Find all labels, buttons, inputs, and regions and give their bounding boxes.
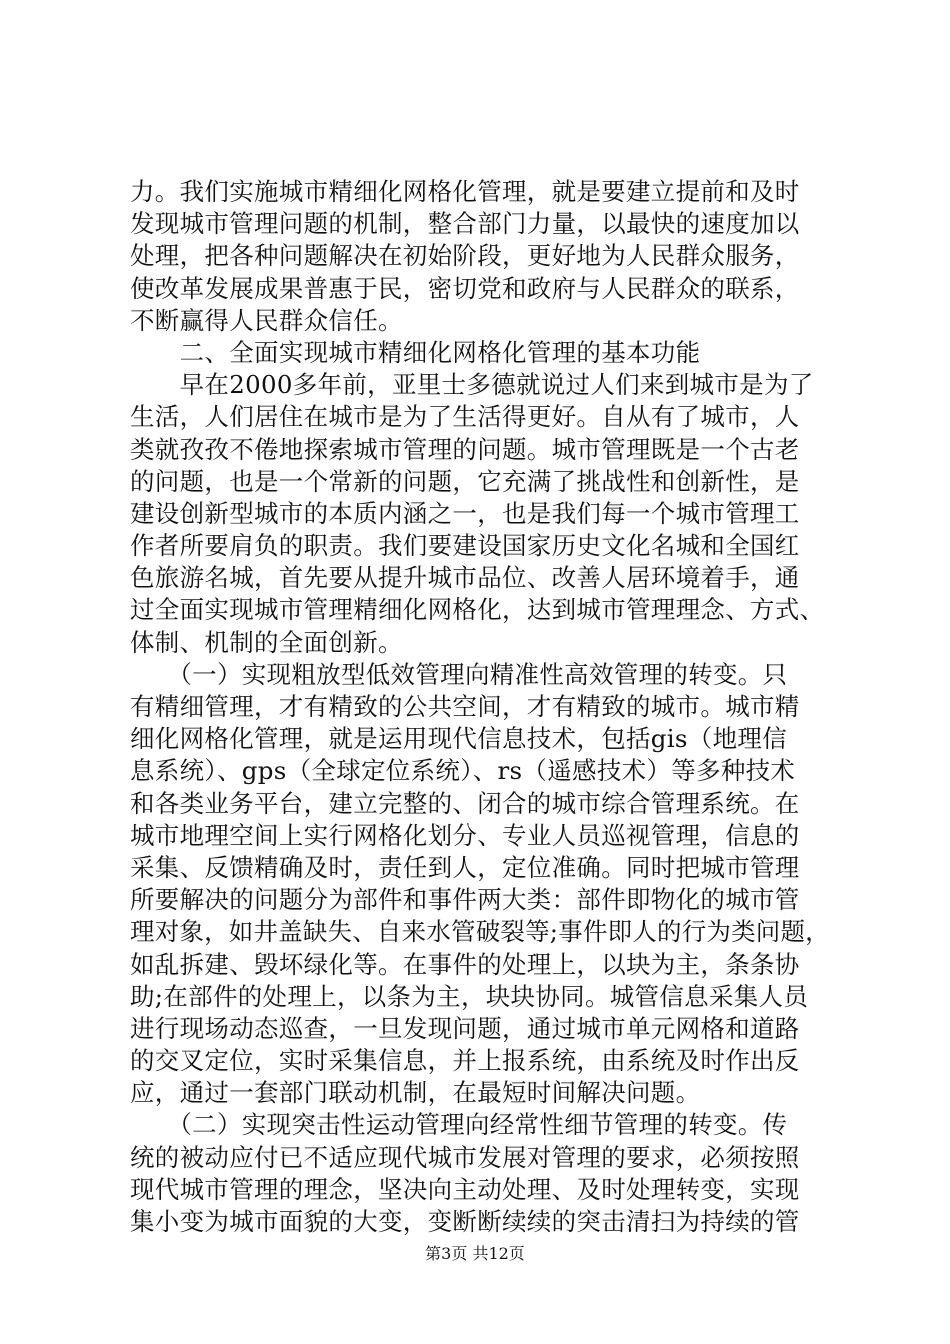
page-footer: 第3页 共12页: [425, 1244, 525, 1263]
text-line: 类就孜孜不倦地探索城市管理的问题。城市管理既是一个古老: [130, 434, 800, 464]
text-line: 进行现场动态巡查，一旦发现问题，通过城市单元网格和道路: [130, 1013, 800, 1043]
text-line: 的问题，也是一个常新的问题，它充满了挑战性和创新性，是: [130, 466, 800, 496]
text-line: 作者所要肩负的职责。我们要建设国家历史文化名城和全国红: [130, 531, 800, 561]
text-line: 助;在部件的处理上，以条为主，块块协同。城管信息采集人员: [130, 981, 809, 1011]
text-line: 集小变为城市面貌的大变，变断断续续的突击清扫为持续的管: [130, 1207, 800, 1236]
text-line: 应，通过一套部门联动机制，在最短时间解决问题。: [130, 1078, 701, 1108]
text-line: 和各类业务平台，建立完整的、闭合的城市综合管理系统。在: [130, 788, 800, 818]
text-line: 使改革发展成果普惠于民，密切党和政府与人民群众的联系，: [130, 273, 800, 303]
text-line: 体制、机制的全面创新。: [130, 627, 403, 657]
text-line: 所要解决的问题分为部件和事件两大类：部件即物化的城市管: [130, 885, 800, 915]
text-line: 建设创新型城市的本质内涵之一，也是我们每一个城市管理工: [130, 498, 800, 528]
text-line: 生活，人们居住在城市是为了生活得更好。自从有了城市，人: [130, 402, 800, 432]
text-line: 过全面实现城市管理精细化网格化，达到城市管理理念、方式、: [130, 595, 825, 625]
body-text: [130, 176, 830, 1238]
text-line: （二）实现突击性运动管理向经常性细节管理的转变。传: [130, 1110, 788, 1140]
text-line: 有精细管理，才有精致的公共空间，才有精致的城市。城市精: [130, 692, 800, 721]
text-line: 采集、反馈精确及时，责任到人，定位准确。同时把城市管理: [130, 852, 800, 882]
text-line: 色旅游名城，首先要从提升城市品位、改善人居环境着手，通: [130, 563, 800, 593]
text-line: 细化网格化管理，就是运用现代信息技术，包括gis（地理信: [130, 724, 787, 754]
text-line: 理对象，如井盖缺失、自来水管破裂等;事件即人的行为类问题，: [130, 917, 830, 947]
text-line: 息系统）、gps（全球定位系统）、rs（遥感技术）等多种技术: [130, 756, 796, 786]
text-line: 不断赢得人民群众信任。: [130, 305, 403, 335]
text-line: 的交叉定位，实时采集信息，并上报系统，由系统及时作出反: [130, 1046, 800, 1076]
text-line: 现代城市管理的理念，坚决向主动处理、及时处理转变，实现: [130, 1174, 800, 1204]
text-line: 如乱拆建、毁坏绿化等。在事件的处理上，以块为主，条条协: [130, 949, 800, 979]
text-line: 二、全面实现城市精细化网格化管理的基本功能: [130, 337, 701, 367]
text-line: 统的被动应付已不适应现代城市发展对管理的要求，必须按照: [130, 1142, 800, 1172]
text-line: 早在2000多年前，亚里士多德就说过人们来到城市是为了: [130, 370, 814, 400]
text-line: 城市地理空间上实行网格化划分、专业人员巡视管理，信息的: [130, 820, 800, 850]
text-line: 处理，把各种问题解决在初始阶段，更好地为人民群众服务，: [130, 241, 800, 271]
text-line: （一）实现粗放型低效管理向精准性高效管理的转变。只: [130, 659, 788, 689]
text-line: 力。我们实施城市精细化网格化管理，就是要建立提前和及时: [130, 177, 800, 206]
text-line: 发现城市管理问题的机制，整合部门力量，以最快的速度加以: [130, 209, 800, 239]
